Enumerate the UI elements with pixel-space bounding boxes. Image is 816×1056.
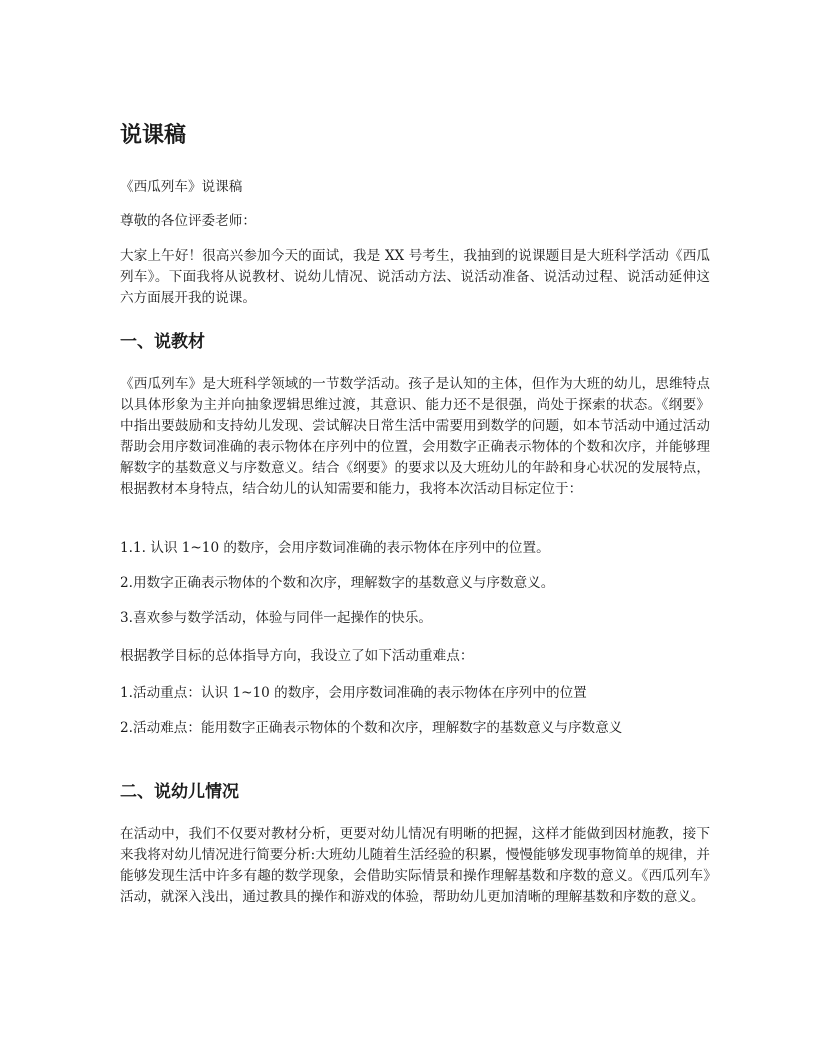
difficulty-item: 2.活动难点：能用数字正确表示物体的个数和次序，理解数字的基数意义与序数意义 bbox=[120, 720, 623, 736]
goal-item-1: 1.1. 认识 1~10 的数序，会用序数词准确的表示物体在序列中的位置。 bbox=[120, 540, 550, 556]
goal-item-3: 3.喜欢参与数学活动，体验与同伴一起操作的快乐。 bbox=[120, 610, 433, 626]
children-paragraph: 在活动中，我们不仅要对教材分析，更要对幼儿情况有明晰的把握，这样才能做到因材施教，接下来我将对幼儿情况进行简要分析:大班幼儿随着生活经验的积累，慢慢能够发现事物简单的规律，并能够发现生活中许多有趣的数学现象，会借助实际情景和操作理解基数和序数的意义。《西瓜列车》活动，就深入浅出，通过教具的操作和游戏的体验，帮助幼儿更加清晰的理解基数和序数的意义。 bbox=[120, 826, 710, 905]
subtitle: 《西瓜列车》说课稿 bbox=[120, 179, 243, 195]
salutation: 尊敬的各位评委老师： bbox=[120, 213, 256, 229]
textbook-paragraph: 《西瓜列车》是大班科学领域的一节数学活动。孩子是认知的主体，但作为大班的幼儿，思维特点以具体形象为主并向抽象逻辑思维过渡，其意识、能力还不是很强，尚处于探索的状态。《纲要》中指出要鼓励和支持幼儿发现、尝试解决日常生活中需要用到数学的问题，如本节活动中通过活动帮助会用序数词准确的表示物体在序列中的位置，会用数字正确表示物体的个数和次序，并能够理解数字的基数意义与序数意义。结合《纲要》的要求以及大班幼儿的年龄和身心状况的发展特点，根据教材本身特点，结合幼儿的认知需要和能力，我将本次活动目标定位于： bbox=[120, 376, 710, 497]
section-heading-children: 二、说幼儿情况 bbox=[120, 782, 239, 802]
intro-paragraph: 大家上午好！很高兴参加今天的面试，我是 XX 号考生，我抽到的说课题目是大班科学活动《西瓜列车》。下面我将从说教材、说幼儿情况、说活动方法、说活动准备、说活动过程、说活动延伸这六方面展开我的说课。 bbox=[120, 248, 710, 306]
section-heading-textbook: 一、说教材 bbox=[120, 332, 205, 352]
page-title: 说课稿 bbox=[120, 123, 187, 148]
goal-item-2: 2.用数字正确表示物体的个数和次序，理解数字的基数意义与序数意义。 bbox=[120, 575, 555, 591]
key-points-intro: 根据教学目标的总体指导方向，我设立了如下活动重难点： bbox=[120, 648, 474, 664]
key-point-item: 1.活动重点：认识 1~10 的数序，会用序数词准确的表示物体在序列中的位置 bbox=[120, 685, 587, 701]
